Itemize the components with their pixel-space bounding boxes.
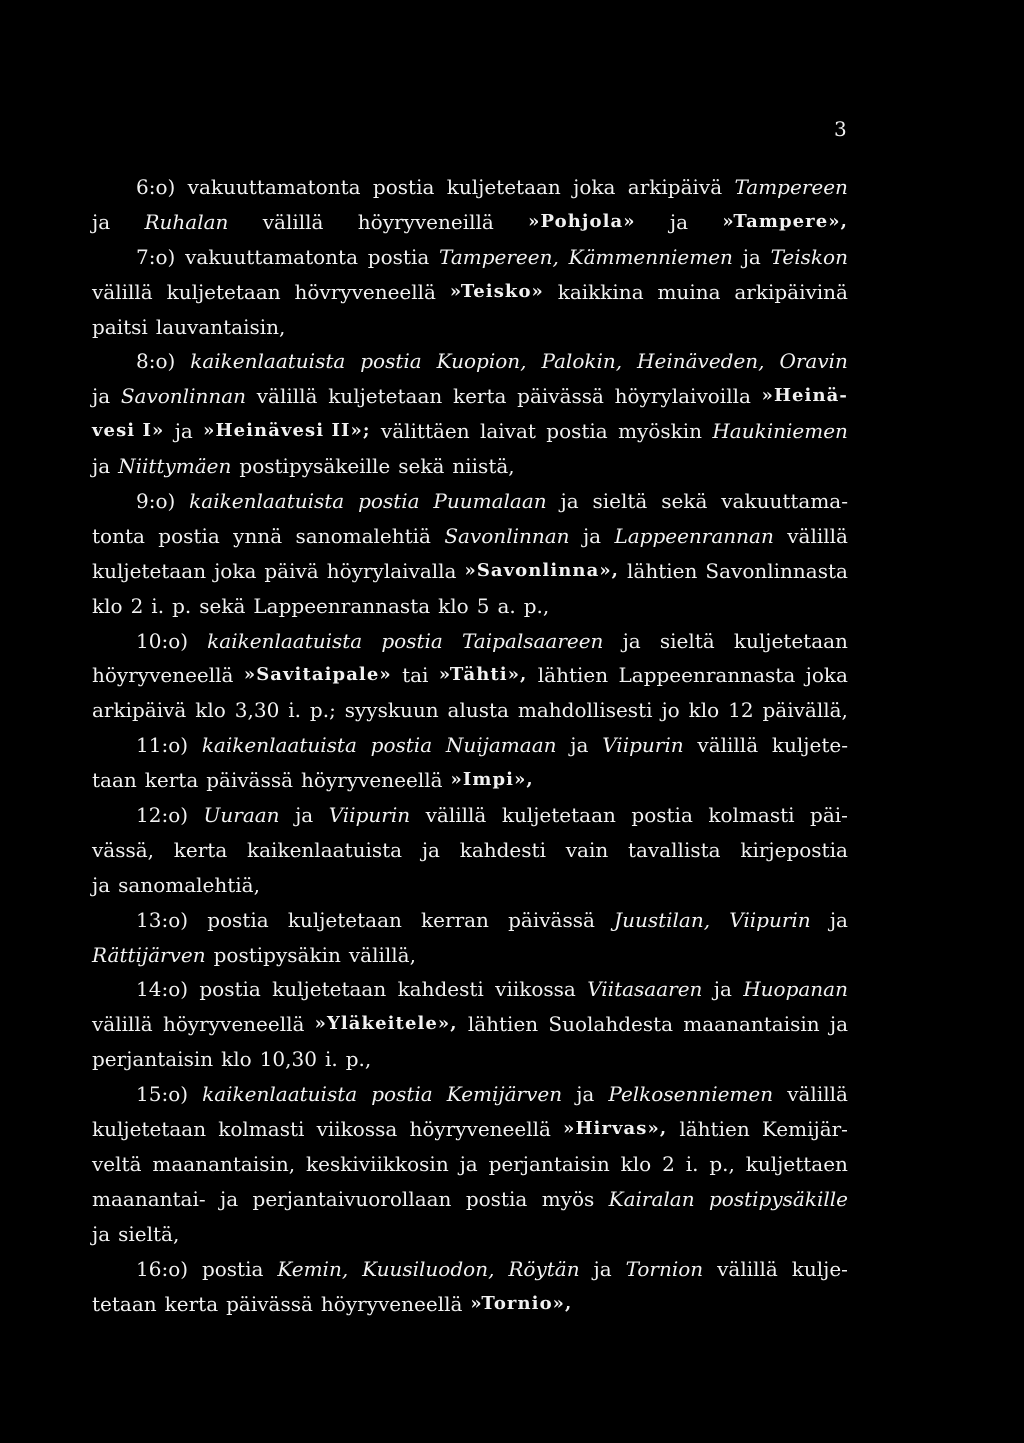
text-line [92, 240, 848, 275]
word: ja [220, 1186, 239, 1211]
word: ja [459, 1151, 478, 1176]
word: »Impi», [450, 769, 534, 791]
word: kuljetetaan [733, 628, 848, 653]
word: 12 [728, 698, 754, 723]
word: kaikenlaatuista [201, 733, 357, 758]
text-line [92, 624, 848, 659]
word: Lappeenrannan [614, 523, 774, 548]
word: mahdollisesti [517, 698, 653, 723]
word: paitsi [92, 314, 148, 339]
word: kaikenlaatuista [247, 837, 403, 862]
word: viikossa [495, 977, 576, 1002]
word: a. [497, 593, 516, 618]
word: arkipäivä [627, 175, 723, 199]
word: Rättijärven [92, 942, 206, 967]
word: Kemijär- [761, 1117, 848, 1142]
text-line [92, 763, 848, 798]
word: p., [523, 593, 550, 618]
word: postia [381, 628, 443, 653]
word: perjantaivuorollaan [252, 1186, 452, 1211]
word: Kemijärven [446, 1082, 563, 1107]
word: arkipäivinä [734, 279, 848, 304]
word: kuljetetaan [166, 279, 281, 304]
word: Kemin, [277, 1256, 349, 1281]
word: kahdesti [397, 977, 484, 1002]
word: ja [742, 244, 761, 269]
word: i. [324, 1047, 338, 1072]
word: päivällä, [762, 698, 848, 723]
word: postia [201, 1256, 264, 1281]
word: päivässä [508, 907, 595, 932]
word: Heinäveden, [637, 349, 765, 374]
word: taan [92, 768, 137, 793]
word: Pelkosenniemen [608, 1082, 774, 1107]
word: lähtien [679, 1117, 750, 1142]
word: Kämmenniemen [568, 244, 733, 269]
word: Viipurin [328, 803, 411, 828]
word: postia [465, 1186, 528, 1211]
word: kuljetetaan [92, 558, 207, 583]
text-line [92, 972, 848, 1007]
word: Lappeenrannasta [618, 663, 796, 688]
word: Röytän [508, 1256, 580, 1281]
word: tai [402, 663, 429, 688]
word: i. [685, 1151, 699, 1176]
word: postia [372, 175, 435, 199]
word: ja [92, 1221, 111, 1246]
word: maanantaisin, [152, 1151, 296, 1176]
word: Uuraan [203, 803, 280, 828]
word: höyryveneellä [409, 1117, 551, 1142]
word: välillä [262, 209, 324, 234]
word: ja [669, 209, 689, 234]
word: muina [657, 279, 721, 304]
text-line [92, 728, 848, 763]
word: keskiviikkosin [306, 1151, 449, 1176]
word: p., [709, 1151, 735, 1176]
text-line [92, 519, 848, 554]
word: sieltä [659, 628, 715, 653]
word: postia [370, 733, 433, 758]
word: p., [345, 1047, 372, 1072]
word: Kuopion, [436, 349, 527, 374]
word: postia [360, 349, 422, 374]
word: alusta [447, 698, 509, 723]
text-line [92, 205, 848, 240]
text-line [92, 275, 848, 310]
word: vain [565, 837, 609, 862]
word: Haukiniemen [712, 419, 848, 444]
word: Teiskon [770, 244, 848, 269]
word: Viipurin [729, 907, 811, 932]
word: välittäen [380, 419, 470, 444]
text-line [92, 938, 848, 973]
word: 7:o) [136, 244, 176, 269]
word: ja [92, 454, 111, 479]
word: Juustilan, [614, 907, 711, 932]
word: tetaan [92, 1291, 157, 1316]
word: lauvantaisin, [155, 314, 286, 339]
text-line [92, 310, 848, 345]
body-text [92, 170, 848, 1321]
word: ja [92, 384, 111, 409]
word: Niittymäen [118, 454, 232, 479]
word: päivässä [206, 768, 294, 793]
word: »Tähti», [438, 664, 528, 686]
word: sanomalehtiä [295, 523, 431, 548]
text-line [92, 1007, 848, 1042]
word: Savonlinnasta [705, 558, 848, 583]
word: maanantai- [92, 1186, 206, 1211]
word: p. [172, 593, 192, 618]
word: postipysäkeille [239, 454, 391, 479]
word: maanantaisin [683, 1012, 820, 1037]
text-line [92, 414, 848, 449]
word: ja [593, 1256, 612, 1281]
word: »Pohjola» [528, 210, 636, 232]
text-line [92, 1147, 848, 1182]
word: päi- [810, 803, 848, 828]
word: kirjepostia [740, 837, 848, 862]
word: kaikenlaatuista [202, 1082, 358, 1107]
text-line [92, 170, 848, 205]
word: kaikenlaatuista [207, 628, 363, 653]
word: ja [560, 489, 579, 514]
word: Taipalsaareen [461, 628, 604, 653]
word: Nuijamaan [445, 733, 557, 758]
word: kaikkina [557, 279, 644, 304]
text-line [92, 449, 848, 484]
word: höyryveneillä [357, 209, 494, 234]
word: kuljete- [771, 733, 848, 758]
word: joka [805, 663, 848, 688]
word: Huopanan [743, 977, 848, 1002]
word: ja [92, 872, 111, 897]
word: 11:o) [136, 733, 189, 758]
word: perjantaisin [488, 1151, 610, 1176]
word: 6:o) [136, 175, 176, 199]
word: päivässä [226, 1291, 313, 1316]
text-line [92, 693, 848, 728]
word: 3,30 [234, 698, 280, 723]
word: sanomalehtiä, [118, 872, 260, 897]
word: sieltä [592, 489, 648, 514]
word: postia [546, 419, 608, 444]
word: kuljetetaan [328, 384, 443, 409]
word: Suolahdesta [548, 1012, 674, 1037]
word: laivat [479, 419, 536, 444]
word: välillä [425, 803, 487, 828]
word: kuljettaen [745, 1151, 848, 1176]
word: Kuusiluodon, [362, 1256, 495, 1281]
text-line [92, 344, 848, 379]
word: kerta [144, 768, 199, 793]
word: »Teisko» [449, 280, 544, 302]
word: välillä, [348, 942, 416, 967]
word: sekä [398, 454, 445, 479]
word: ynnä [233, 523, 283, 548]
word: kulje- [791, 1256, 848, 1281]
word: 10:o) [136, 628, 189, 653]
word: klo [92, 593, 123, 618]
word: p.; [309, 698, 336, 723]
text-line [92, 484, 848, 519]
word: ja [92, 209, 111, 234]
word: hövryveneellä [294, 279, 436, 304]
word: höyrylaivoilla [614, 384, 751, 409]
word: vakuuttamatonta [187, 175, 361, 199]
word: välillä [92, 279, 153, 304]
word: tonta [92, 523, 145, 548]
word: höyrylaivalla [326, 558, 457, 583]
word: syyskuun [344, 698, 439, 723]
word: »Yläkeitele», [314, 1013, 458, 1035]
text-line [92, 1077, 848, 1112]
word: sieltä, [118, 1221, 180, 1246]
word: klo [221, 1047, 252, 1072]
word: sekä [661, 489, 708, 514]
word: Viitasaaren [587, 977, 703, 1002]
word: »Tornio», [470, 1292, 573, 1314]
word: Kairalan [608, 1186, 695, 1211]
word: päivä [264, 558, 319, 583]
word: klo [620, 1151, 652, 1176]
word: postia [358, 489, 420, 514]
word: postia [158, 523, 220, 548]
word: niistä, [452, 454, 515, 479]
word: postia [367, 244, 430, 269]
word: ja [829, 907, 848, 932]
word: kaikenlaatuista [189, 489, 345, 514]
word: postia [199, 977, 261, 1002]
word: Lappeenrannasta [253, 593, 431, 618]
word: 2 [662, 1151, 675, 1176]
word: 16:o) [136, 1256, 189, 1281]
text-line [92, 903, 848, 938]
word: Savonlinnan [120, 384, 247, 409]
word: postipysäkille [709, 1186, 848, 1211]
word: lähtien [467, 1012, 539, 1037]
word: lähtien [627, 558, 698, 583]
word: 13:o) [136, 907, 189, 932]
word: kuljetetaan [446, 175, 561, 199]
word: 15:o) [136, 1082, 189, 1107]
word: i. [288, 698, 301, 723]
word: »Savonlinna», [464, 559, 620, 581]
word: kuljetetaan [501, 803, 616, 828]
word: välillä [697, 733, 759, 758]
word: Viipurin [602, 733, 684, 758]
word: välillä [787, 523, 848, 548]
word: höyryveneellä [162, 1012, 305, 1037]
word: »Savitaipale» [243, 664, 392, 686]
word: välillä [717, 1256, 778, 1281]
word: Tampereen, [439, 244, 559, 269]
word: 12:o) [136, 803, 189, 828]
word: vakuuttamatonta [185, 244, 359, 269]
word: kahdesti [459, 837, 546, 862]
text-line [92, 1042, 848, 1077]
word: päivässä [517, 384, 604, 409]
word: välillä [787, 1082, 848, 1107]
word: ja [421, 837, 440, 862]
word: ja [174, 419, 193, 444]
word: ja [570, 733, 589, 758]
word: Palokin, [541, 349, 623, 374]
word: vässä, [92, 837, 155, 862]
word: 5 [476, 593, 490, 618]
word: höyryveneellä [92, 663, 234, 688]
word: klo [195, 698, 226, 723]
word: 14:o) [136, 977, 189, 1002]
word: postia [371, 1082, 433, 1107]
word: ja [576, 1082, 595, 1107]
text-line [92, 868, 848, 903]
word: »Tampere», [722, 210, 848, 232]
word: Ruhalan [144, 209, 229, 234]
word: »Heinä- [761, 385, 848, 407]
word: postia [207, 907, 269, 932]
word: myös [541, 1186, 595, 1211]
word: ja [713, 977, 732, 1002]
word: kuljetetaan [287, 907, 402, 932]
text-line [92, 589, 848, 624]
word: ja [829, 1012, 848, 1037]
word: kerta [164, 1291, 219, 1316]
word: ja [622, 628, 641, 653]
word: myöskin [618, 419, 703, 444]
word: i. [151, 593, 165, 618]
text-line [92, 658, 848, 693]
text-line [92, 833, 848, 868]
text-line [92, 379, 848, 414]
word: Savonlinnan [444, 523, 570, 548]
word: kolmasti [218, 1117, 305, 1142]
word: kuljetetaan [272, 977, 387, 1002]
word: klo [688, 698, 720, 723]
text-line [92, 1182, 848, 1217]
word: kolmasti [708, 803, 795, 828]
word: 10,30 [259, 1047, 317, 1072]
word: 9:o) [136, 489, 176, 514]
text-line [92, 1217, 848, 1252]
word: viikossa [316, 1117, 398, 1142]
word: 2 [130, 593, 144, 618]
word: kerta [173, 837, 228, 862]
word: vesi I» [92, 420, 165, 442]
word: tavallista [627, 837, 721, 862]
text-line [92, 798, 848, 833]
word: Tampereen [734, 175, 848, 199]
word: Puumalaan [433, 489, 547, 514]
word: Oravin [779, 349, 848, 374]
word: välillä [256, 384, 318, 409]
word: Tornion [625, 1256, 704, 1281]
text-line [92, 1112, 848, 1147]
page-number: 3 [834, 117, 847, 141]
word: klo [438, 593, 469, 618]
word: vakuuttama- [721, 489, 848, 514]
word: höyryveneellä [320, 1291, 463, 1316]
word: »Heinävesi II»; [203, 420, 371, 442]
text-line [92, 554, 848, 589]
word: »Hirvas», [563, 1118, 668, 1140]
word: jo [661, 698, 680, 723]
word: välillä [92, 1012, 153, 1037]
word: veltä [92, 1151, 142, 1176]
word: kaikenlaatuista [190, 349, 346, 374]
word: joka [214, 558, 257, 583]
word: ja [582, 523, 602, 548]
word: sekä [199, 593, 246, 618]
word: ja [295, 803, 314, 828]
word: kerran [421, 907, 489, 932]
word: kerta [452, 384, 507, 409]
word: joka [573, 175, 616, 199]
word: arkipäivä [92, 698, 187, 723]
word: lähtien [537, 663, 609, 688]
word: postia [631, 803, 693, 828]
word: perjantaisin [92, 1047, 214, 1072]
word: 8:o) [136, 349, 176, 374]
word: höyryveneellä [301, 768, 443, 793]
text-line [92, 1252, 848, 1287]
word: kuljetetaan [92, 1117, 207, 1142]
word: postipysäkin [213, 942, 341, 967]
text-line [92, 1287, 848, 1322]
